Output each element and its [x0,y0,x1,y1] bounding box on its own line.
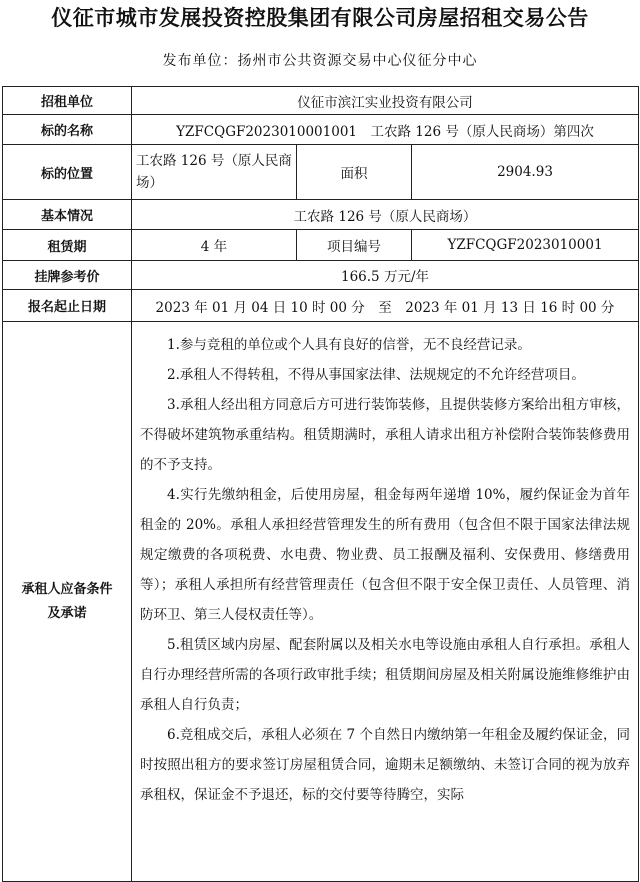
lessor-value: 仪征市滨江实业投资有限公司 [132,87,639,115]
term-value: 4 年 [132,230,297,261]
row-term [3,230,639,261]
area-value: 2904.93 [412,145,639,200]
row-conditions [3,322,639,882]
condition-item: 5.租赁区域内房屋、配套附属以及相关水电等设施由承租人自行承担。承租人自行办理经营所需的各项行政审批手续；租赁期间房屋及相关附属设施维修维护由承租人自行负责； [140,637,630,713]
row-lessor [3,87,639,115]
location-label: 标的位置 [3,145,132,200]
conditions-label-line-2: 及承诺 [47,605,87,621]
period-value: 2023 年 01 月 04 日 10 时 00 分 至 2023 年 01 月 13 日 16 时 00 分 [132,290,639,322]
condition-item: 1.参与竞租的单位或个人具有良好的信誉，无不良经营记录。 [167,337,531,353]
conditions-text [132,322,639,882]
price-value: 166.5 万元/年 [132,261,639,290]
lessor-label: 招租单位 [3,87,132,115]
name-value: YZFCQGF2023010001001 工农路 126 号（原人民商场）第四次 [132,115,639,145]
conditions-label-line-1: 承租人应备条件 [21,581,113,597]
listing-table [2,86,639,882]
condition-item: 2.承租人不得转租，不得从事国家法律、法规规定的不允许经营项目。 [167,367,585,383]
area-label: 面积 [297,145,412,200]
period-label: 报名起止日期 [3,290,132,322]
publisher-line: 发布单位：扬州市公共资源交易中心仪征分中心 [162,53,478,69]
condition-item: 4.实行先缴纳租金，后使用房屋，租金每两年递增 10%，履约保证金为首年租金的 20%。承租人承担经营管理发生的所有费用（包含但不限于国家法律法规规定缴费的各项税费、水电费、物业费、员工报酬及福利、安保费用、修缮费用等）；承租人承担所有经营管理责任（包含但不限于安全保卫责任、人员管理、消防环卫、第三人侵权责任等）。 [140,487,630,623]
basic-value: 工农路 126 号（原人民商场） [132,200,639,230]
term-label: 租赁期 [3,230,132,261]
name-label: 标的名称 [3,115,132,145]
row-price [3,261,639,290]
page-title: 仪征市城市发展投资控股集团有限公司房屋招租交易公告 [51,6,589,30]
location-value: 工农路 126 号（原人民商场） [132,145,297,200]
condition-item: 6.竞租成交后，承租人必须在 7 个自然日内缴纳第一年租金及履约保证金，同时按照出租方的要求签订房屋租赁合同，逾期未足额缴纳、未签订合同的视为放弃承租权，保证金不予退还，标的交付要等待腾空，实际 [140,727,630,803]
project-no-value: YZFCQGF2023010001 [412,230,639,261]
project-no-label: 项目编号 [297,230,412,261]
row-location [3,145,639,200]
conditions-label [3,322,132,882]
basic-label: 基本情况 [3,200,132,230]
row-basic [3,200,639,230]
condition-item: 3.承租人经出租方同意后方可进行装饰装修，且提供装修方案给出租方审核，不得破坏建筑物承重结构。租赁期满时，承租人请求出租方补偿附合装饰装修费用的不予支持。 [140,397,630,473]
price-label: 挂牌参考价 [3,261,132,290]
row-period [3,290,639,322]
row-name [3,115,639,145]
